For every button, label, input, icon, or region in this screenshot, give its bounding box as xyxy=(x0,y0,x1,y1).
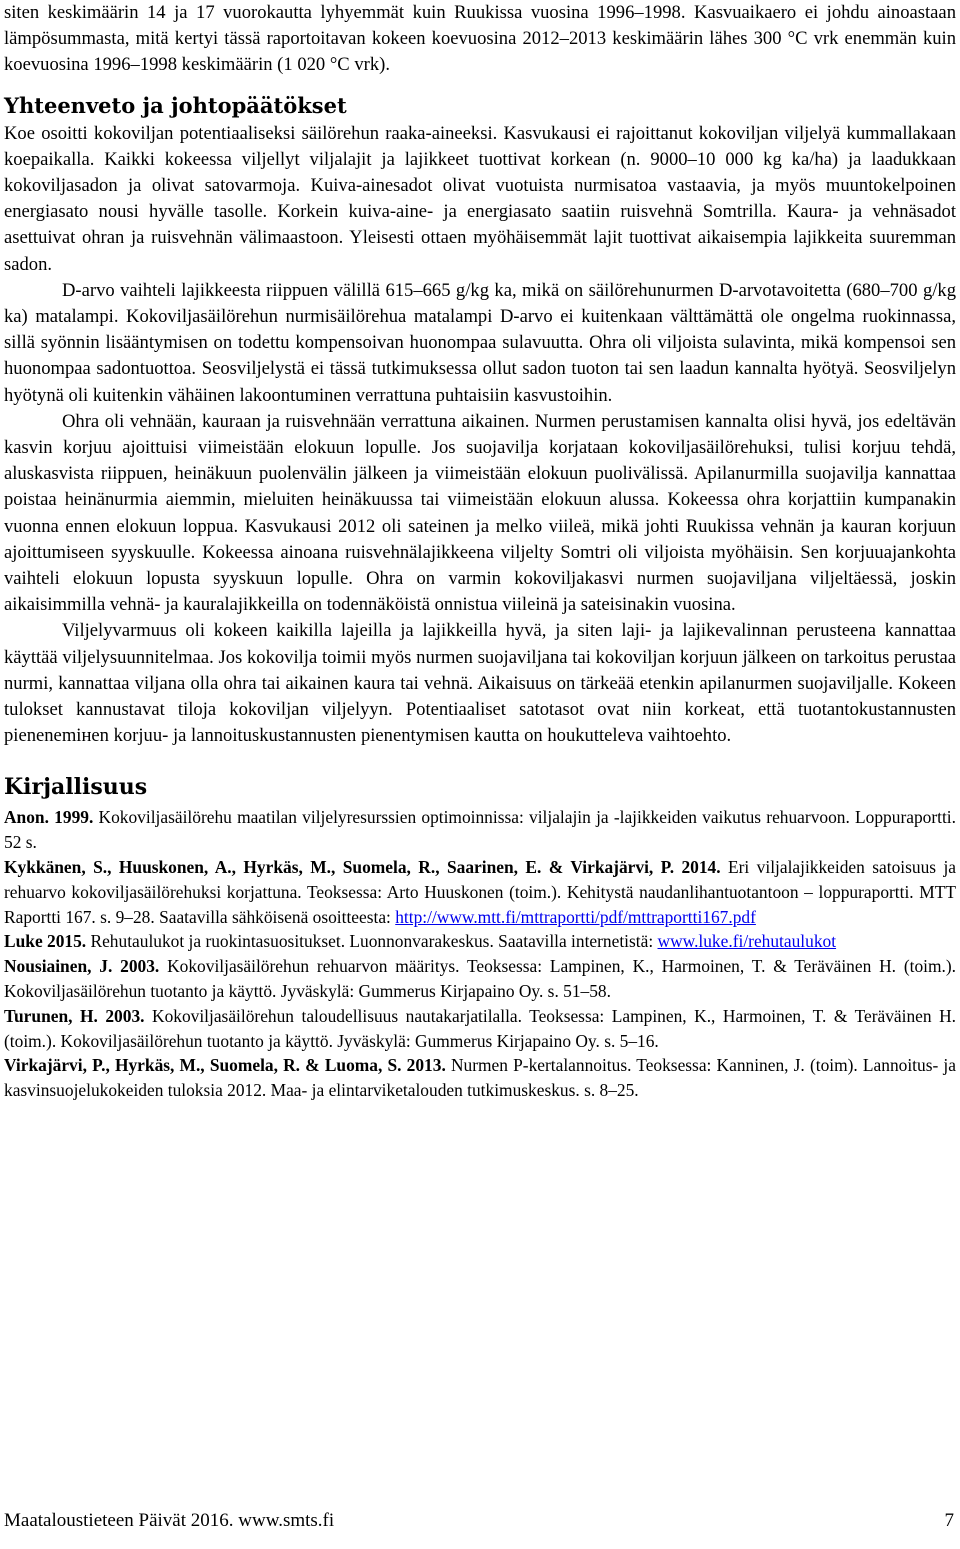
reference-text: Kokoviljasäilörehun rehuarvon määritys. Teoksessa: Lampinen, K., Harmoinen, T. & Teräväinen H. (toim.). Kokoviljasäilörehun tuotanto ja käyttö. Jyväskylä: Gummerus Kirjapaino Oy. s. 51–58. xyxy=(4,956,956,1002)
reference-authors: Virkajärvi, P., Hyrkäs, M., Suomela, R. & Luoma, S. 2013. xyxy=(4,1055,446,1076)
reference-entry xyxy=(4,929,956,954)
conclusions-paragraph: Viljelyvarmuus oli kokeen kaikilla lajeilla ja lajikkeilla hyvä, ja siten laji- ja lajikevalinnan perusteena kannattaa käyttää viljelysuunnitelmaa. Jos kokovilja toimii myös nurmen suojaviljana tai kokoviljan korjuun jälkeen on tarkoitus perustaa nurmi, kannattaa viljana olla ohra tai aikainen kaura tai vehnä. Aikaisuus on tärkeää etenkin apilanurmen suojaviljalle. Kokeen tulokset kannustavat tiloja kokoviljan viljelyyn. Potentiaaliset satotasot ovat niin korkeat, että tuotantokustannusten pienenemінen korjuu- ja lannoituskustannusten pienentymisen kautta on houkutteleva vaihtoehto. xyxy=(4,620,956,747)
reference-text: Kokoviljasäilörehun taloudellisuus nautakarjatilalla. Teoksessa: Lampinen, K., Harmoinen, T. & Teräväinen H. (toim.). Kokoviljasäilörehun tuotanto ja käyttö. Jyväskylä: Gummerus Kirjapaino Oy. s. 5–16. xyxy=(4,1005,956,1051)
reference-link[interactable]: http://www.mtt.fi/mttraportti/pdf/mttraportti167.pdf xyxy=(395,906,756,927)
conclusions-paragraph: Ohra oli vehnään, kauraan ja ruisvehnään verrattuna aikainen. Nurmen perustamisen kannalta olisi hyvä, jos edeltävän kasvin korjuu ajoittuisi viimeistään elokuun lopulle. Jos suojavilja korjataan kokoviljasäilörehuksi, tulisi korjuu tehdä, aluskasvista riippuen, heinäkuun puolenvälin jälkeen ja viimeistään elokuun puolivälissä. Apilanurmilla suojavilja kannattaa poistaa heinänurmia aiemmin, mieluiten heinäkuussa tai viimeistään elokuun alussa. Kokeessa ohra korjattiin kumpanakin vuonna ennen elokuun loppua. Kasvukausi 2012 oli sateinen ja melko viileä, mikä johti Ruukissa vehnän ja kauran korjuun ajoittumiseen syyskuulle. Kokeessa ainoana ruisvehnälajikkeena viljelty Somtri oli viljoista myöhäisin. Sen korjuuajankohta vaihteli elokuun lopusta syyskuun lopulle. Ohra on varmin kokoviljakasvi nurmen suojaviljana viljeltäessä, joskin aikaisimmilla vehnä- ja kauralajikkeilla on todennäköistä onnistua viileinä ja sateisinakin vuosina. xyxy=(4,410,956,616)
page-number: 7 xyxy=(944,1510,954,1531)
body-text xyxy=(4,0,956,1103)
references-list xyxy=(4,805,956,1103)
reference-entry xyxy=(4,954,956,1004)
reference-entry xyxy=(4,1004,956,1054)
footer-source: Maataloustieteen Päivät 2016. www.smts.fi xyxy=(4,1510,335,1531)
conclusions-body xyxy=(4,121,956,750)
reference-authors: Turunen, H. 2003. xyxy=(4,1005,145,1026)
reference-authors: Kykkänen, S., Huuskonen, A., Hyrkäs, M., Suomela, R., Saarinen, E. & Virkajärvi, P. 2014. xyxy=(4,857,721,878)
reference-entry xyxy=(4,855,956,929)
reference-text: Nurmen P-kertalannoitus. Teoksessa: Kanninen, J. (toim). Lannoitus- ja kasvinsuojelukokeiden tuloksia 2012. Maa- ja elintarviketalouden tutkimuskeskus. s. 8–25. xyxy=(4,1055,956,1101)
conclusions-heading: Yhteenveto ja johtopäätökset xyxy=(4,92,347,118)
conclusions-paragraph: D-arvo vaihteli lajikkeesta riippuen välillä 615–665 g/kg ka, mikä on säilörehunurmen D-arvotavoitetta (680–700 g/kg ka) matalampi. Kokoviljasäilörehun nurmisäilörehua matalampi D-arvo ei kuitenkaan välttämättä ole ongelma ruokinnassa, sillä syönnin lisääntymisen on todettu kompensoivan huonompaa sulavuutta. Ohra oli viljoista sulavinta, mikä kompensoi sen huonompaa sadontuottoa. Seosviljelystä ei tässä tutkimuksessa ollut sadon tuoton tai sen laadun kannalta hyötyä. Seosviljelyn hyötynä oli kuitenkin vähäinen lakoontuminen verrattuna puhtaisiin kasvustoihin. xyxy=(4,279,956,406)
reference-link[interactable]: www.luke.fi/rehutaulukot xyxy=(657,931,837,952)
reference-entry xyxy=(4,805,956,855)
reference-authors: Anon. 1999. xyxy=(4,807,94,828)
reference-text: Rehutaulukot ja ruokintasuositukset. Luonnonvarakeskus. Saatavilla internetistä: xyxy=(86,931,658,952)
conclusions-paragraph: Koe osoitti kokoviljan potentiaaliseksi säilörehun raaka-aineeksi. Kasvukausi ei rajoittanut kokoviljan viljelyä kummallakaan koepaikalla. Kaikki kokeessa viljellyt viljalajit ja lajikkeet tuottivat korkean (n. 9000–10 000 kg ka/ha) ja laadukkaan kokoviljasadon ja olivat satovarmoja. Kuiva-ainesadot olivat vuotuista nurmisatoa vastaavia, ja myös muuntokelpoinen energiasato nousi hyvälle tasolle. Korkein kuiva-aine- ja energiasato saatiin ruisvehnä Somtrilla. Kaura- ja vehnäsadot asettuivat ohran ja ruisvehnän välimaastoon. Yleisesti ottaen myöhäisemmät lajit tuottivat aikaisempia lajikkeita suuremman sadon. xyxy=(4,122,956,275)
reference-authors: Nousiainen, J. 2003. xyxy=(4,956,160,977)
reference-text: Eri viljalajikkeiden satoisuus ja rehuarvo kokoviljasäilörehuksi korjattuna. Teoksessa: Arto Huuskonen (toim.). Kehitystä naudanlihantuotantoon – loppuraportti. MTT Raportti 167. s. 9–28. Saatavilla sähköisenä osoitteesta: xyxy=(4,857,956,927)
reference-text: Kokoviljasäilörehu maatilan viljelyresurssien optimoinnissa: viljalajin ja -lajikkeiden vaikutus rehuarvoon. Loppuraportti. 52 s. xyxy=(4,807,956,853)
page-footer xyxy=(4,1508,954,1534)
references-heading: Kirjallisuus xyxy=(4,774,148,801)
intro-paragraph: siten keskimäärin 14 ja 17 vuorokautta lyhyemmät kuin Ruukissa vuosina 1996–1998. Kasvuaikaero ei johdu ainoastaan lämpösummasta, mitä kertyi tässä raportoitavan kokeen koevuosina 2012–2013 keskimäärin lähes 300 °C vrk enemmän kuin koevuosina 1996–1998 keskimäärin (1 020 °C vrk). xyxy=(4,2,956,76)
reference-authors: Luke 2015. xyxy=(4,931,87,952)
reference-entry xyxy=(4,1053,956,1103)
